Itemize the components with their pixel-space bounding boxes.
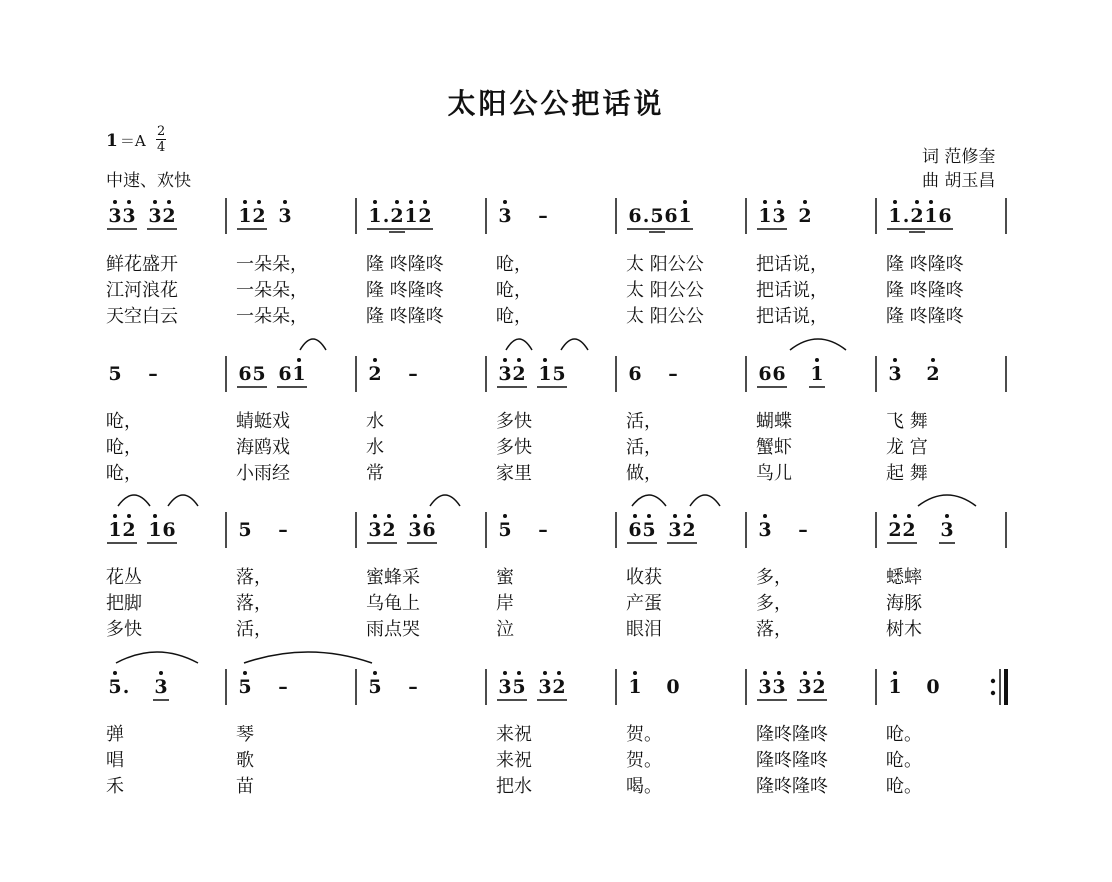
augmentation-dot: . [902,205,910,227]
slur-arc [632,495,666,506]
lyric-text: 乌龟上 [366,593,420,614]
slur-arc [918,495,976,506]
lyric-text: 水 [366,437,384,458]
note-digit: 1 [148,519,162,541]
octave-up-dot [373,358,377,362]
lyric-text: 蟋蟀 [886,567,922,588]
lyric-text: 隆咚隆咚 [756,724,828,745]
time-signature-top: 2 [157,124,166,139]
note-digit: 1 [678,205,692,227]
note-digit: 3 [758,676,772,698]
octave-up-dot [557,671,561,675]
note-digit: 6 [278,363,292,385]
lyric-text: 花丛 [106,567,142,588]
octave-up-dot [929,200,933,204]
octave-up-dot [113,200,117,204]
octave-up-dot [687,514,691,518]
octave-up-dot [777,671,781,675]
lyric-text: 水 [366,411,384,432]
sustain-dash: – [278,519,288,541]
octave-up-dot [373,514,377,518]
note-digit: 1 [924,205,938,227]
lyric-text: 蟹虾 [756,437,792,458]
slur-arc [506,339,532,350]
sustain-dash: – [408,676,418,698]
lyric-text: 把水 [496,776,532,797]
octave-up-dot [503,671,507,675]
lyric-text: 多快 [106,619,142,640]
lyric-text: 把话说， [756,280,828,301]
octave-up-dot [673,514,677,518]
lyric-text: 呛。 [886,776,922,797]
note-digit: 2 [418,205,432,227]
note-digit: 3 [408,519,422,541]
octave-up-dot [409,200,413,204]
lyric-text: 呛。 [886,724,922,745]
slur-arc [300,339,326,350]
octave-up-dot [413,514,417,518]
note-digit: 6 [628,205,642,227]
note-digit: 6 [664,205,678,227]
sustain-dash: – [278,676,288,698]
note-digit: 5 [650,205,664,227]
octave-up-dot [803,671,807,675]
lyric-text: 飞 舞 [886,411,928,432]
note-digit: 2 [812,676,826,698]
lyric-text: 天空白云 [106,306,178,327]
lyric-text: 雨点哭 [366,619,420,640]
note-digit: 3 [538,676,552,698]
lyric-text: 做， [626,463,662,484]
lyric-text: 活， [626,437,662,458]
note-digit: 6 [772,363,786,385]
octave-up-dot [283,200,287,204]
octave-up-dot [243,200,247,204]
note-digit: 1 [404,205,418,227]
note-digit: 5 [552,363,566,385]
lyric-text: 太 阳公公 [626,280,704,301]
lyric-text: 弹 [106,724,124,745]
note-digit: 1 [810,363,824,385]
note-digit: 1 [628,676,642,698]
note-digit: 1 [368,205,382,227]
lyricist-credit: 词 范修奎 [922,147,996,167]
lyric-text: 呛， [106,437,142,458]
lyric-text: 一朵朵， [236,280,308,301]
octave-up-dot [257,200,261,204]
note-digit: 5 [238,676,252,698]
lyric-text: 落， [236,593,272,614]
sustain-dash: – [798,519,808,541]
lyric-text: 起 舞 [886,463,928,484]
octave-up-dot [159,671,163,675]
sustain-dash: – [538,519,548,541]
slur-arc [690,495,720,506]
note-digit: 1 [758,205,772,227]
lyric-text: 收获 [626,567,662,588]
lyric-text: 落， [756,619,792,640]
octave-up-dot [517,671,521,675]
octave-up-dot [915,200,919,204]
lyric-text: 呛， [106,463,142,484]
octave-up-dot [633,514,637,518]
octave-up-dot [893,671,897,675]
note-digit: 2 [382,519,396,541]
lyric-text: 蜜 [496,567,514,588]
note-digit: 2 [888,519,902,541]
octave-up-dot [395,200,399,204]
octave-up-dot [243,671,247,675]
augmentation-dot: . [382,205,390,227]
note-digit: 3 [940,519,954,541]
lyric-text: 眼泪 [626,619,662,640]
sustain-dash: – [668,363,678,385]
octave-up-dot [763,514,767,518]
note-digit: 3 [668,519,682,541]
lyric-text: 隆 咚隆咚 [366,254,444,275]
octave-up-dot [113,671,117,675]
note-digit: 6 [938,205,952,227]
lyric-text: 来祝 [496,724,532,745]
note-digit: 6 [628,363,642,385]
lyric-text: 泣 [496,619,514,640]
note-digit: 3 [108,205,122,227]
lyric-text: 树木 [886,619,922,640]
note-digit: 2 [252,205,266,227]
octave-up-dot [817,671,821,675]
note-digit: 5 [252,363,266,385]
octave-up-dot [153,200,157,204]
octave-up-dot [763,200,767,204]
lyric-text: 隆 咚隆咚 [366,306,444,327]
octave-up-dot [543,671,547,675]
lyric-text: 落， [236,567,272,588]
slur-arc [790,339,846,350]
sustain-dash: – [148,363,158,385]
lyric-text: 把话说， [756,254,828,275]
octave-up-dot [423,200,427,204]
lyric-text: 蜻蜓戏 [236,411,290,432]
note-digit: 3 [498,363,512,385]
octave-up-dot [153,514,157,518]
tempo-marking: 中速、欢快 [106,171,191,191]
octave-up-dot [127,514,131,518]
note-digit: 5 [498,519,512,541]
note-digit: 5 [512,676,526,698]
octave-up-dot [517,358,521,362]
note-digit: 1 [888,205,902,227]
note-digit: 2 [902,519,916,541]
lyric-text: 隆 咚隆咚 [886,280,964,301]
octave-up-dot [427,514,431,518]
lyric-text: 多快 [496,411,532,432]
lyric-text: 活， [626,411,662,432]
note-digit: 2 [682,519,696,541]
note-digit: 3 [498,205,512,227]
lyric-text: 禾 [106,776,124,797]
note-digit: 2 [926,363,940,385]
note-digit: 3 [772,205,786,227]
octave-up-dot [297,358,301,362]
octave-up-dot [945,514,949,518]
lyric-text: 隆 咚隆咚 [886,306,964,327]
lyric-text: 龙 宫 [886,437,928,458]
octave-up-dot [893,200,897,204]
note-digit: 2 [798,205,812,227]
slur-arc [244,652,372,663]
key-number: 1 [106,131,118,151]
note-digit: 1 [292,363,306,385]
note-digit: 5 [238,519,252,541]
lyric-text: 呛， [496,280,532,301]
lyric-text: 岸 [496,593,514,614]
note-digit: 0 [666,676,680,698]
song-title: 太阳公公把话说 [447,87,665,120]
octave-up-dot [503,200,507,204]
lyric-text: 唱 [106,750,124,771]
note-digit: 1 [238,205,252,227]
note-digit: 2 [910,205,924,227]
octave-up-dot [373,671,377,675]
octave-up-dot [893,514,897,518]
lyric-text: 江河浪花 [106,280,178,301]
note-digit: 0 [926,676,940,698]
lyric-text: 来祝 [496,750,532,771]
octave-up-dot [387,514,391,518]
lyric-text: 苗 [236,776,254,797]
repeat-dot [991,691,995,695]
lyric-text: 多， [756,593,792,614]
octave-up-dot [803,200,807,204]
note-digit: 6 [162,519,176,541]
augmentation-dot: . [122,676,130,698]
note-digit: 3 [498,676,512,698]
note-digit: 2 [368,363,382,385]
slur-arc [118,495,150,506]
note-digit: 3 [154,676,168,698]
note-digit: 1 [538,363,552,385]
octave-up-dot [647,514,651,518]
lyric-text: 多快 [496,437,532,458]
note-digit: 2 [162,205,176,227]
note-digit: 2 [512,363,526,385]
octave-up-dot [113,514,117,518]
lyric-text: 琴 [236,724,254,745]
lyric-text: 鸟儿 [756,463,792,484]
lyric-text: 海鸥戏 [236,437,290,458]
note-digit: 3 [148,205,162,227]
note-digit: 3 [772,676,786,698]
lyric-text: 歌 [236,750,254,771]
note-digit: 3 [758,519,772,541]
lyric-text: 海豚 [886,593,922,614]
octave-up-dot [543,358,547,362]
lyric-text: 家里 [496,463,532,484]
note-digit: 2 [390,205,404,227]
lyric-text: 太 阳公公 [626,306,704,327]
lyric-text: 贺。 [626,750,662,771]
note-digit: 5 [108,363,122,385]
sustain-dash: – [408,363,418,385]
composer-credit: 曲 胡玉昌 [922,171,996,191]
octave-up-dot [127,200,131,204]
note-digit: 3 [122,205,136,227]
note-digit: 2 [552,676,566,698]
octave-up-dot [503,358,507,362]
note-digit: 5 [368,676,382,698]
octave-up-dot [931,358,935,362]
note-digit: 5 [642,519,656,541]
lyric-text: 隆 咚隆咚 [886,254,964,275]
note-digit: 1 [888,676,902,698]
lyric-text: 喝。 [626,776,662,797]
lyric-text: 呛。 [886,750,922,771]
lyric-text: 呛， [496,254,532,275]
octave-up-dot [815,358,819,362]
lyric-text: 常 [366,463,384,484]
note-digit: 6 [238,363,252,385]
note-digit: 6 [758,363,772,385]
sustain-dash: – [538,205,548,227]
lyric-text: 活， [236,619,272,640]
slur-arc [168,495,198,506]
lyric-text: 隆咚隆咚 [756,776,828,797]
lyric-text: 多， [756,567,792,588]
octave-up-dot [167,200,171,204]
lyric-text: 呛， [106,411,142,432]
octave-up-dot [373,200,377,204]
octave-up-dot [777,200,781,204]
repeat-dot [991,679,995,683]
lyric-text: 太 阳公公 [626,254,704,275]
slur-arc [561,339,588,350]
note-digit: 5 [108,676,122,698]
lyric-text: 蝴蝶 [756,411,792,432]
lyric-text: 一朵朵， [236,254,308,275]
octave-up-dot [503,514,507,518]
octave-up-dot [893,358,897,362]
lyric-text: 蜜蜂采 [366,567,420,588]
slur-arc [430,495,460,506]
slur-arc [116,652,198,663]
lyric-text: 呛， [496,306,532,327]
note-digit: 3 [798,676,812,698]
lyric-text: 隆咚隆咚 [756,750,828,771]
note-digit: 6 [628,519,642,541]
lyric-text: 鲜花盛开 [106,254,178,275]
octave-up-dot [683,200,687,204]
note-digit: 3 [888,363,902,385]
octave-up-dot [633,671,637,675]
lyric-text: 贺。 [626,724,662,745]
octave-up-dot [763,671,767,675]
lyric-text: 产蛋 [626,593,662,614]
lyric-text: 一朵朵， [236,306,308,327]
lyric-text: 隆 咚隆咚 [366,280,444,301]
lyric-text: 把脚 [106,593,142,614]
note-digit: 1 [108,519,122,541]
lyric-text: 把话说， [756,306,828,327]
augmentation-dot: . [642,205,650,227]
time-signature-bottom: 4 [157,140,166,155]
octave-up-dot [907,514,911,518]
note-digit: 2 [122,519,136,541]
lyric-text: 小雨经 [236,463,290,484]
note-digit: 3 [278,205,292,227]
key-letter: ＝A [119,132,146,150]
note-digit: 3 [368,519,382,541]
note-digit: 6 [422,519,436,541]
